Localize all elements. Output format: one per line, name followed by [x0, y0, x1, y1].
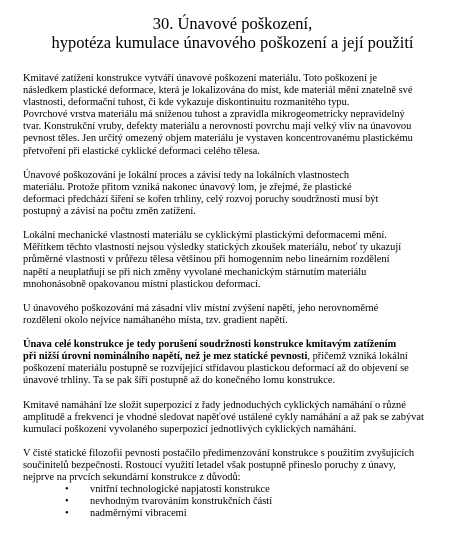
- list-item: [23, 484, 450, 496]
- list-item-text: nevhodným tvarováním konstrukčních částí: [90, 496, 273, 508]
- text-line: přetvoření při elastické cyklické deformaci celého tělesa.: [23, 145, 260, 157]
- title-line-1: 30. Únavové poškození,: [152, 14, 313, 33]
- list-item-text: vnitřní technologické napjatosti konstrukce: [90, 484, 270, 496]
- text-line: Lokální mechanické vlastnosti materiálu se cyklickými plastickými deformacemi mění.: [23, 230, 387, 242]
- text-line: rozdělení okolo nejvíce namáhaného místa, tzv. gradient napětí.: [23, 314, 288, 326]
- text-line: pevnost těles. Jen určitý omezený objem materiálu je vystaven koncentrovanému plastickému: [23, 133, 413, 145]
- text-line: mnohonásobně opakovanou místní plastickou deformací.: [23, 278, 261, 290]
- text-line: kumulací poškození vyvolaného superpozicí jednotlivých cyklických namáhání.: [23, 423, 357, 435]
- text-line: tvar. Konstrukční vruby, defekty materiálu a nerovnosti povrchu mají velký vliv na únavovou: [23, 121, 412, 133]
- text-line: Únavové poškozování je lokální proces a závisí tedy na lokálních vlastnostech: [23, 169, 350, 181]
- text-line: vlastnosti, deformační tuhost, či kde vykazuje diskontinuitu rozmanitého typu.: [23, 97, 350, 109]
- title-line-2: hypotéza kumulace únavového poškození a její použití: [51, 33, 414, 52]
- paragraph-local-properties: [23, 230, 450, 290]
- text-line: napětí a neuplatňují se při nich změny vyvolané mechanickým stárnutím materiálu: [23, 266, 367, 278]
- text-line: nejprve na prvcích sekundární konstrukce z důvodů:: [23, 472, 241, 484]
- text-line: součinitelů bezpečnosti. Rostoucí využití letadel však postupně přineslo poruchy z únavy,: [23, 460, 396, 471]
- text-line-bold: Únava celé konstrukce je tedy porušení soudržnosti konstrukce kmitavým zatížením: [23, 339, 397, 351]
- text-line: poškození materiálu postupně se rozvíjející střídavou plastickou deformací až do objevení se: [23, 363, 409, 375]
- paragraph-local-process: [23, 170, 450, 218]
- text-line: Kmitavé namáhání lze složit superpozicí z řady jednoduchých cyklických namáhání o různé: [23, 399, 406, 411]
- list-item: [23, 508, 450, 520]
- text-line: U únavového poškozování má zásadní vliv místní zvýšení napětí, jeho nerovnoměrné: [23, 302, 379, 314]
- text-line: amplitudě a frekvenci je vhodné sledovat napěťové ustálené cykly namáhání a až pak se zabývat: [23, 411, 424, 423]
- text-line: materiálu. Protože přitom vzniká nakonec únavový lom, je zřejmé, že plastické: [23, 181, 352, 193]
- document-body: [23, 73, 450, 520]
- paragraph-static-philosophy: [23, 448, 450, 484]
- bullet-marker: •: [65, 496, 69, 508]
- paragraph-superposition: [23, 400, 450, 436]
- bullet-marker: •: [65, 484, 69, 496]
- bullet-list: [23, 484, 450, 520]
- text-line: následkem plastické deformace, která je lokalizována do míst, kde materiál mění znatelně své: [23, 85, 413, 97]
- text-line-mixed: [23, 351, 450, 363]
- text-run: , přičemž vzniká lokální: [307, 351, 408, 363]
- bold-phrase: při nižší úrovni nominálního napětí, než je mez statické pevnosti: [23, 351, 308, 363]
- text-line: postupný a závisí na počtu změn zatížení.: [23, 206, 196, 218]
- text-line: V čisté statické filozofii pevnosti postačilo předimenzování konstrukce s použitím zvyšujících: [23, 447, 415, 459]
- text-line: Povrchové vrstva materiálu má sníženou tuhost a zpravidla mikrogeometricky nepravidelný: [23, 109, 405, 121]
- paragraph-stress-gradient: [23, 303, 450, 327]
- list-item-text: nadměrnými vibracemi: [90, 508, 187, 520]
- paragraph-fatigue-intro: [23, 73, 450, 158]
- list-item: [23, 496, 450, 508]
- text-line: únavové trhliny. Ta se pak šíří postupně až do konečného lomu konstrukce.: [23, 375, 336, 387]
- bullet-marker: •: [65, 508, 69, 520]
- paragraph-fatigue-definition: [23, 339, 450, 387]
- text-line: deformaci předchází šíření se kořen trhliny, celý rozvoj poruchy soudržnosti musí být: [23, 193, 379, 205]
- text-line: průměrné vlastnosti v průřezu tělesa většinou při homogenním nebo lineárním rozdělení: [23, 254, 390, 266]
- page-title: [0, 0, 465, 52]
- text-line: Měřítkem těchto vlastností nejsou výsledky statických zkoušek materiálu, neboť ty ukazují: [23, 242, 402, 254]
- text-line: Kmitavé zatížení konstrukce vytváří únavové poškození materiálu. Toto poškození je: [23, 73, 377, 84]
